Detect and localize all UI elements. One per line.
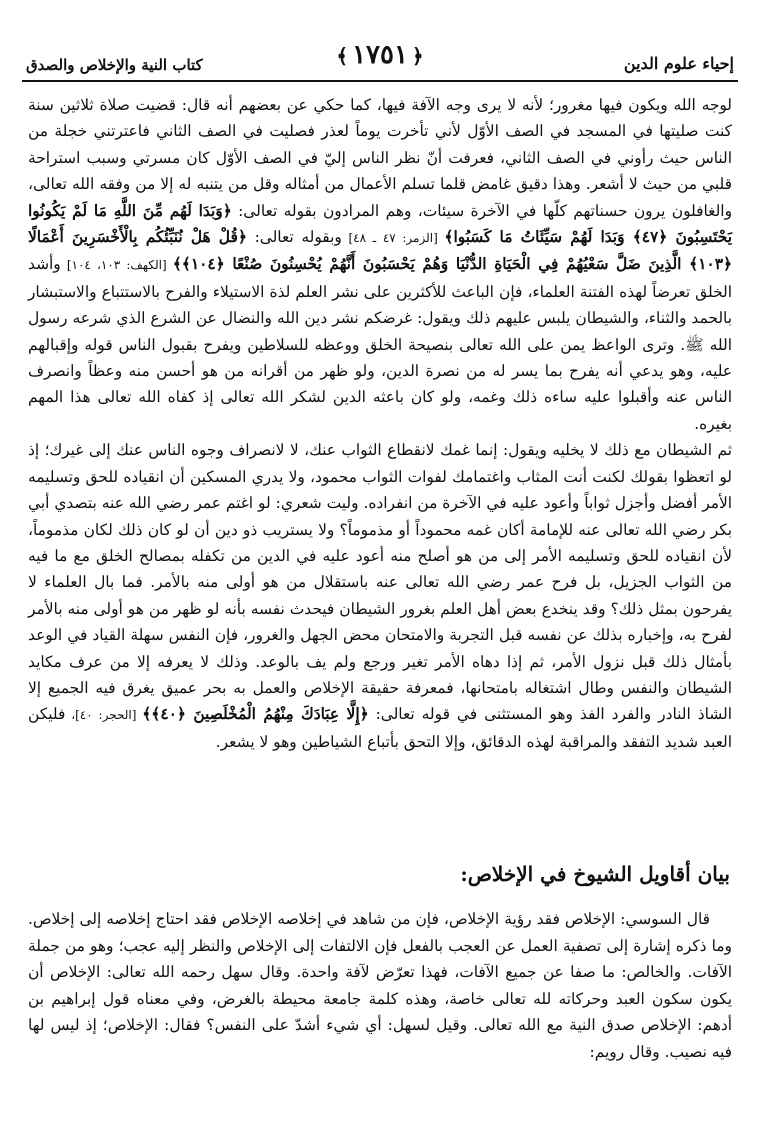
quran-verse-kahf: ﴿قُلْ هَلْ نُنَبِّئُكُم بِالْأَخْسَرِينَ أَعْمَالًا ﴿١٠٣﴾ الَّذِينَ ضَلَّ سَعْيُهُمْ فِي الْحَيَاةِ الدُّنْيَا وَهُمْ يَحْسَبُونَ أَنَّهُمْ يُحْسِنُونَ صُنْعًا ﴿١٠٤﴾﴾ bbox=[28, 228, 732, 274]
quran-verse-hijr: ﴿إِلَّا عِبَادَكَ مِنْهُمُ الْمُخْلَصِينَ ﴿٤٠﴾﴾ bbox=[142, 705, 369, 724]
paragraph-2 bbox=[28, 437, 732, 755]
verse-reference-hijr: [الحجر: ٤٠]، bbox=[65, 708, 143, 723]
paragraph-1-part-b: وبقوله تعالى: bbox=[246, 228, 342, 247]
ornament-left: ﴾ bbox=[336, 44, 349, 68]
chapter-title: كتاب النية والإخلاص والصدق bbox=[26, 56, 203, 74]
paragraph-2-text: ثم الشيطان مع ذلك لا يخليه ويقول: إنما غمك لانقطاع الثواب عنك، لا لانصراف وجوه الناس عنك إلى غيرك؛ إذ لو اتعظوا بقولك لكنت أنت المثاب واغتمامك لفوات الثواب محمود، ولا يدري المسكين أن انقياده للحق وتسليمه الأمر أفضل وأجزل ثواباً وأعود عليه في الآخرة من انفراده. وليت شعري: لو اغتم عمر رضي الله عنه بتصدي أبي بكر رضي الله تعالى عنه للإمامة أكان غمه محموداً أو مذموماً؟ ولا يستريب ذو دين أن لو كان ذلك لكان مذموماً، لأن انقياده للحق وتسليمه الأمر إلى من هو أصلح منه أعود عليه في الدين من تكفله بمصالح الخلق مع ما فيه من الثواب الجزيل، بل فرح عمر رضي الله تعالى عنه باستقلال من هو أولى منه بالأمر. فما بال العلماء لا يفرحون بمثل ذلك؟ وقد ينخدع بعض أهل العلم بغرور الشيطان فيحدث نفسه بأنه لو ظهر من هو أولى منه بالأمر لفرح به، وإخباره بذلك عن نفسه قبل التجربة والامتحان محض الجهل والغرور، فإن النفس سهلة القياد في الوعد بأمثال ذلك قبل نزول الأمر، ثم إذا دهاه الأمر تغير ورجع ولم يف بالوعد. وذلك لا يعرفه إلا من عرف مكايد الشيطان والنفس وطال اشتغاله بامتحانها، فمعرفة حقيقة الإخلاص والعمل به بحر عميق يغرق فيه الجميع إلا الشاذ النادر والفرد الفذ وهو المستثنى في قوله تعالى: bbox=[28, 441, 732, 724]
page-number: ١٧٥١ bbox=[352, 40, 408, 70]
paragraph-1-part-a: لوجه الله ويكون فيها مغرور؛ لأنه لا يرى وجه الآفة فيها، كما حكي عن بعضهم أنه قال: قضيت صلاة ثلاثين سنة كنت صليتها في المسجد في الصف الأوّل لأني تأخرت يوماً لعذر فصليت في الصف الثاني فاعترتني خجلة من الناس حيث رأوني في الصف الثاني، فعرفت أنّ نظر الناس إليّ في الصف الأوّل كان مسرتي وسبب استراحة قلبي من حيث لا أشعر. وهذا دقيق غامض قلما تسلم الأعمال من أمثاله وقل من يتنبه له إلا من وفقه الله تعالى، والغافلون يرون حسناتهم كلّها في الآخرة سيئات، وهم المرادون بقوله تعالى: bbox=[28, 96, 732, 220]
section-heading: بيان أقاويل الشيوخ في الإخلاص: bbox=[460, 862, 730, 886]
section-text bbox=[28, 906, 732, 1066]
section-paragraph-1: قال السوسي: الإخلاص فقد رؤية الإخلاص، فإن من شاهد في إخلاصه الإخلاص فقد احتاج إخلاصه إلى إخلاص. وما ذكره إشارة إلى تصفية العمل عن العجب بالفعل فإن الالتفات إلى الإخلاص والنظر إليه عجب؛ وهو من جملة الآفات. والخالص: ما صفا عن جميع الآفات، فهذا تعرّض لآفة واحدة. وقال سهل رحمه الله تعالى: الإخلاص أن يكون سكون العبد وحركاته لله تعالى خاصة، وهذه كلمة جامعة محيطة بالغرض، وفي معناه قول إبراهيم بن أدهم: الإخلاص صدق النية مع الله تعالى. وقيل لسهل: أي شيء أشدّ على النفس؟ فقال: الإخلاص؛ إذ ليس لها فيه نصيب. وقال رويم: bbox=[28, 910, 732, 1061]
quran-verse-zumar: ﴿وَبَدَا لَهُم مِّنَ اللَّهِ مَا لَمْ يَكُونُوا يَحْتَسِبُونَ ﴿٤٧﴾ وَبَدَا لَهُمْ سَيِّئَاتُ مَا كَسَبُوا﴾ bbox=[28, 201, 732, 247]
header-divider bbox=[22, 80, 738, 82]
verse-reference-zumar: [الزمر: ٤٧ ـ ٤٨] bbox=[341, 231, 445, 246]
paragraph-1 bbox=[28, 92, 732, 437]
ornament-right: ﴿ bbox=[411, 44, 424, 68]
main-text bbox=[28, 92, 732, 755]
page-number-block bbox=[332, 40, 427, 70]
verse-reference-kahf: [الكهف: ١٠٣، ١٠٤] bbox=[60, 258, 173, 273]
running-header bbox=[22, 40, 738, 82]
paragraph-2-end: فليكن العبد شديد التفقد والمراقبة لهذه الدقائق، وإلا التحق بأتباع الشياطين وهو لا يشعر. bbox=[28, 705, 732, 751]
book-title: إحياء علوم الدين bbox=[623, 54, 734, 73]
paragraph-1-part-c: وأشد الخلق تعرضاً لهذه الفتنة العلماء، فإن الباعث للأكثرين على نشر العلم لذة الاستيلاء والفرح بالاستتباع والاستبشار بالحمد والثناء، والشيطان يلبس عليهم ذلك ويقول: غرضكم نشر دين الله والنضال عن الشرع الذي شرعه رسول الله ﷺ. وترى الواعظ يمن على الله تعالى بنصيحة الخلق ووعظه للسلاطين ويفرح بقبول الناس قوله وإقبالهم عليه، وهو يدعي أنه يفرح بما يسر له من نصرة الدين، ولو ظهر من أقرانه من هو أحسن منه وعظاً وانصرف الناس عنه وأقبلوا عليه ساءه ذلك وغمه، ولو كان باعثه الدين لشكر الله تعالى إذ كفاه الله تعالى هذا المهم بغيره. bbox=[28, 255, 732, 433]
